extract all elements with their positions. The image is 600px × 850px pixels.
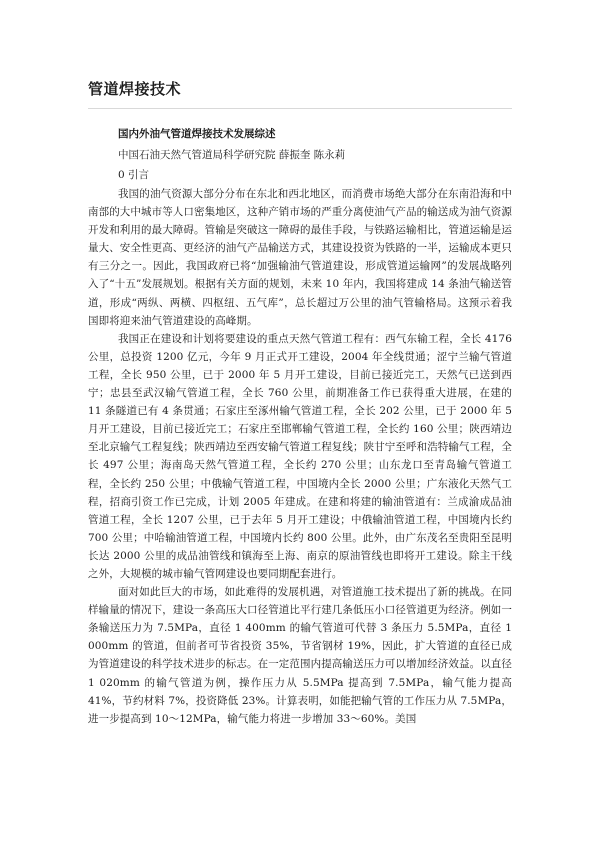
page-title: 管道焊接技术 bbox=[88, 80, 182, 98]
section-heading: 0 引言 bbox=[118, 169, 150, 181]
article-body bbox=[88, 126, 512, 728]
paragraph: 我国正在建设和计划将要建设的重点天然气管道工程有：西气东输工程，全长 4176 公里，总投资 1200 亿元，今年 9 月正式开工建设，2004 年全线贯通；涩宁兰输气管道工程，全长 950 公里，已于 2000 年 5 月开工建设，目前已接近完工，天然气已送到西宁；忠县至武汉输气管道工程，全长 760 公里，前期准备工作已获得重大进展，在建的 11 条隧道已有 4 条贯通；石家庄至涿州输气管道工程，全长 202 公里，已于 2000 年 5 月开工建设，目前已接近完工；石家庄至邯郸输气管道工程，全长约 160 公里；陕西靖边至北京输气工程复线；陕西靖边至西安输气管道工程复线；陕甘宁至呼和浩特输气工程，全长 497 公里；海南岛天然气管道工程，全长约 270 公里；山东龙口至青岛输气管道工程，全长约 250 公里；中俄输气管道工程，中国境内全长 2000 公里；广东液化天然气工程，招商引资工作已完成，计划 2005 年建成。在建和将建的输油管道有：兰成渝成品油管道工程，全长 1207 公里，已于去年 5 月开工建设；中俄输油管道工程，中国境内长约 700 公里；中哈输油管道工程，中国境内长约 800 公里。此外，由广东茂名至贵阳至昆明长达 2000 公里的成品油管线和镇海至上海、南京的原油管线也即将开工建设。除主干线之外，大规模的城市输气管网建设也要同期配套进行。 bbox=[88, 332, 512, 580]
paragraph: 我国的油气资源大部分分布在东北和西北地区，而消费市场绝大部分在东南沿海和中南部的大中城市等人口密集地区，这种产销市场的严重分离使油气产品的输送成为油气资源开发和利用的最大障碍。管输是突破这一障碍的最佳手段，与铁路运输相比，管道运输是运量大、安全性更高、更经济的油气产品输送方式，其建设投资为铁路的一半，运输成本更只有三分之一。因此，我国政府已将“加强输油气管道建设，形成管道运输网”的发展战略列入了“十五”发展规划。根据有关方面的规划，未来 10 年内，我国将建成 14 条油气输送管道，形成“两纵、两横、四枢纽、五气库”，总长超过万公里的油气管输格局。这预示着我国即将迎来油气管道建设的高峰期。 bbox=[88, 188, 512, 327]
paragraph: 面对如此巨大的市场，如此难得的发展机遇，对管道施工技术提出了新的挑战。在同样输量的情况下，建设一条高压大口径管道比平行建几条低压小口径管道更为经济。例如一条输送压力为 7.5MPa，直径 1 400mm 的输气管道可代替 3 条压力 5.5MPa，直径 1 000mm 的管道，但前者可节省投资 35%，节省钢材 19%，因此，扩大管道的直径已成为管道建设的科学技术进步的标志。在一定范围内提高输送压力可以增加经济效益。以直径 1 020mm 的输气管道为例，操作压力从 5.5MPa 提高到 7.5MPa，输气能力提高 41%，节约材料 7%，投资降低 23%。计算表明，如能把输气管的工作压力从 7.5MPa，进一步提高到 10～12MPa，输气能力将进一步增加 33～60%。美国 bbox=[88, 586, 512, 725]
article-authors: 中国石油天然气管道局科学研究院 薛振奎 陈永莉 bbox=[118, 149, 346, 161]
article-title: 国内外油气管道焊接技术发展综述 bbox=[118, 128, 276, 140]
header-divider bbox=[88, 108, 512, 109]
